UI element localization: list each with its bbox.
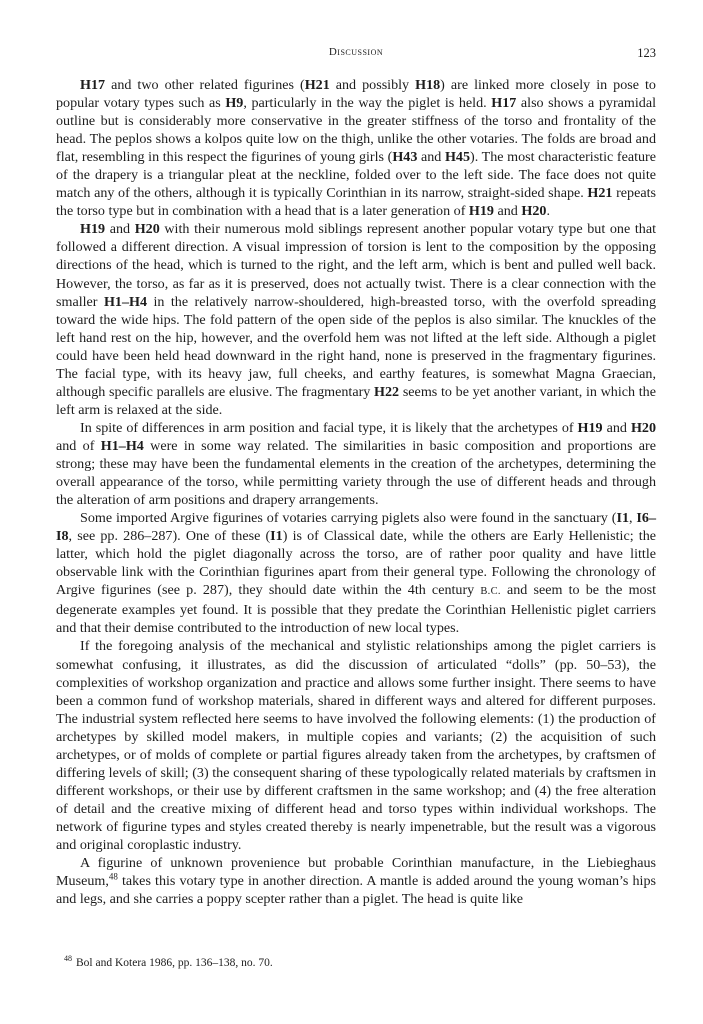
text-run: and bbox=[417, 149, 445, 166]
text-run: with their numerous mold siblings represent another popular votary type but one that followed a different direction. A visual impression of torsion is lent to the composition by the opposing directions of the head, which is turned to the right, and the left arm, which is bent and pulled well back. However, the torso, as far as it is preserved, does not actually twist. There is a clear connection with the smaller bbox=[56, 221, 656, 310]
catalog-ref: H20 bbox=[521, 203, 547, 220]
catalog-ref: H9 bbox=[225, 95, 244, 112]
text-run: and two other related figurines ( bbox=[105, 77, 305, 93]
text-run: takes this votary type in another direction. A mantle is added around the young woman’s hips and legs, and she carries a poppy scepter rather than a piglet. The head is quite like bbox=[56, 873, 656, 908]
catalog-ref: H1–H4 bbox=[103, 293, 148, 310]
paragraph-workshop: If the foregoing analysis of the mechanical and stylistic relationships among the piglet carriers is somewhat confusing, it illustrates, as did the discussion of articulated “dolls” (pp. 50–53), the complexities of workshop organization and practice and allows some further insight. There seems to have been a common fund of workshop materials, shared in different ways and altered for different purposes. The industrial system reflected here seems to have involved the following elements: (1) the production of archetypes by skilled model makers, in multiple copies and variants; (2) the acquisition of such archetypes, or of molds of complete or partial figures already taken from the archetypes, by craftsmen of differing levels of skill; (3) the consequent sharing of these typologically related materials by craftsmen in different workshops, or their use by different craftsmen in the same workshop; and (4) the free alteration of detail and the creative mixing of different head and torso types within individual workshops. The network of figurine types and styles created thereby is nearly impenetrable, but the result was a vigorous and original coroplastic industry. bbox=[56, 638, 656, 853]
text-run: , see pp. 286–287). One of these ( bbox=[68, 528, 271, 545]
page-header bbox=[56, 46, 656, 64]
catalog-ref: H21 bbox=[587, 185, 613, 202]
text-run: and seem to be the most degenerate examples yet found. It is possible that they predate the Corinthian Hellenistic piglet carriers and that their demise contributed to the introduction of new local types. bbox=[56, 582, 656, 637]
page-number: 123 bbox=[637, 46, 656, 60]
paragraph-h17 bbox=[56, 76, 656, 220]
text-run: ) is of Classical date, while the others are Early Hellenistic; the latter, which hold the piglet diagonally across the torso, are of rather poor quality and have little observable link with the Corinthian figurines apart from their general type. Following the chronology of Argive figurines (see p. 287), they should date within the 4th century bbox=[56, 528, 656, 599]
catalog-ref: H45 bbox=[444, 149, 471, 166]
catalog-ref: H1–H4 bbox=[100, 437, 144, 454]
running-head: Discussion bbox=[328, 46, 384, 58]
paragraph-argive bbox=[56, 509, 656, 637]
text-run: , particularly in the way the piglet is held. bbox=[243, 95, 492, 112]
paragraph-h19-h20 bbox=[56, 220, 656, 419]
catalog-ref: H20 bbox=[134, 221, 160, 238]
text-run: and possibly bbox=[329, 77, 416, 93]
era-abbreviation: B.C. bbox=[480, 586, 501, 598]
text-run: A figurine of unknown provenience but probable Corinthian manufacture, in the Liebieghaus Museum, bbox=[56, 855, 656, 890]
text-run: , bbox=[629, 510, 637, 527]
text-run: in the relatively narrow-shouldered, high-breasted torso, with the overfold spreading toward the wide hips. The fold pattern of the open side of the peplos is also similar. The knuckles of the left hand rest on the hip, however, and the overfold hem was not lifted at the left side. Although a piglet could have been held head downward in the right hand, none is preserved in the fragmentary figurines. The facial type, with its heavy jaw, full cheeks, and earthy features, is somewhat Magna Graecian, although specific parallels are elusive. The fragmentary bbox=[56, 293, 657, 400]
text-run: and bbox=[493, 203, 522, 220]
catalog-ref: H20 bbox=[630, 419, 656, 436]
text-run: ) are linked more closely in pose to popular votary types such as bbox=[56, 77, 656, 112]
text-run: and bbox=[602, 419, 631, 436]
catalog-ref: H17 bbox=[80, 77, 106, 93]
footnote bbox=[64, 956, 656, 970]
catalog-ref: H22 bbox=[374, 383, 400, 400]
text-run: and bbox=[105, 221, 135, 238]
text-run: and of bbox=[56, 437, 101, 454]
paragraph-archetypes bbox=[56, 419, 656, 509]
catalog-ref: H19 bbox=[468, 203, 494, 220]
text-run: ). The most characteristic feature of the drapery is a triangular pleat at the neckline, folded over to the left side. The face does not quite match any of the others, although it is typically Corinthian in its narrow, straight-sided shape. bbox=[56, 149, 656, 202]
text-run: In spite of differences in arm position and facial type, it is likely that the archetypes of bbox=[80, 419, 578, 436]
catalog-ref: I1 bbox=[270, 528, 283, 545]
text-run: . bbox=[546, 203, 550, 220]
footnote-text: Bol and Kotera 1986, pp. 136–138, no. 70. bbox=[76, 957, 273, 969]
text-run: repeats the torso type but in combination with a head that is a later generation of bbox=[56, 185, 657, 220]
catalog-ref: H43 bbox=[392, 149, 418, 166]
footnote-reference[interactable]: 48 bbox=[108, 871, 118, 882]
text-run: also shows a pyramidal outline but is considerably more conservative in the greater stiffness of the torso and frontality of the head. The peplos shows a kolpos quite low on the thigh, unlike the other votaries. The folds are broad and flat, resembling in this respect the figurines of young girls ( bbox=[56, 95, 656, 166]
paragraph-liebieghaus bbox=[56, 854, 656, 908]
catalog-ref: I6–I8 bbox=[56, 510, 657, 545]
text-run: were in some way related. The similarities in basic composition and proportions are strong; these may have been the fundamental elements in the creation of the archetypes, determining the overall appearance of the torso, while permitting variety through the use of different heads and through the alteration of arm positions and drapery arrangements. bbox=[56, 437, 657, 509]
catalog-ref: I1 bbox=[616, 510, 629, 527]
catalog-ref: H18 bbox=[415, 77, 441, 93]
text-run: Some imported Argive figurines of votaries carrying piglets also were found in the sanctuary ( bbox=[80, 510, 617, 527]
footnote-number: 48 bbox=[64, 954, 72, 964]
catalog-ref: H17 bbox=[491, 95, 517, 112]
catalog-ref: H19 bbox=[80, 221, 106, 238]
body-text bbox=[56, 76, 656, 908]
catalog-ref: H19 bbox=[577, 419, 603, 436]
text-run: seems to be yet another variant, in which the left arm is relaxed at the side. bbox=[56, 383, 656, 418]
catalog-ref: H21 bbox=[304, 77, 330, 93]
